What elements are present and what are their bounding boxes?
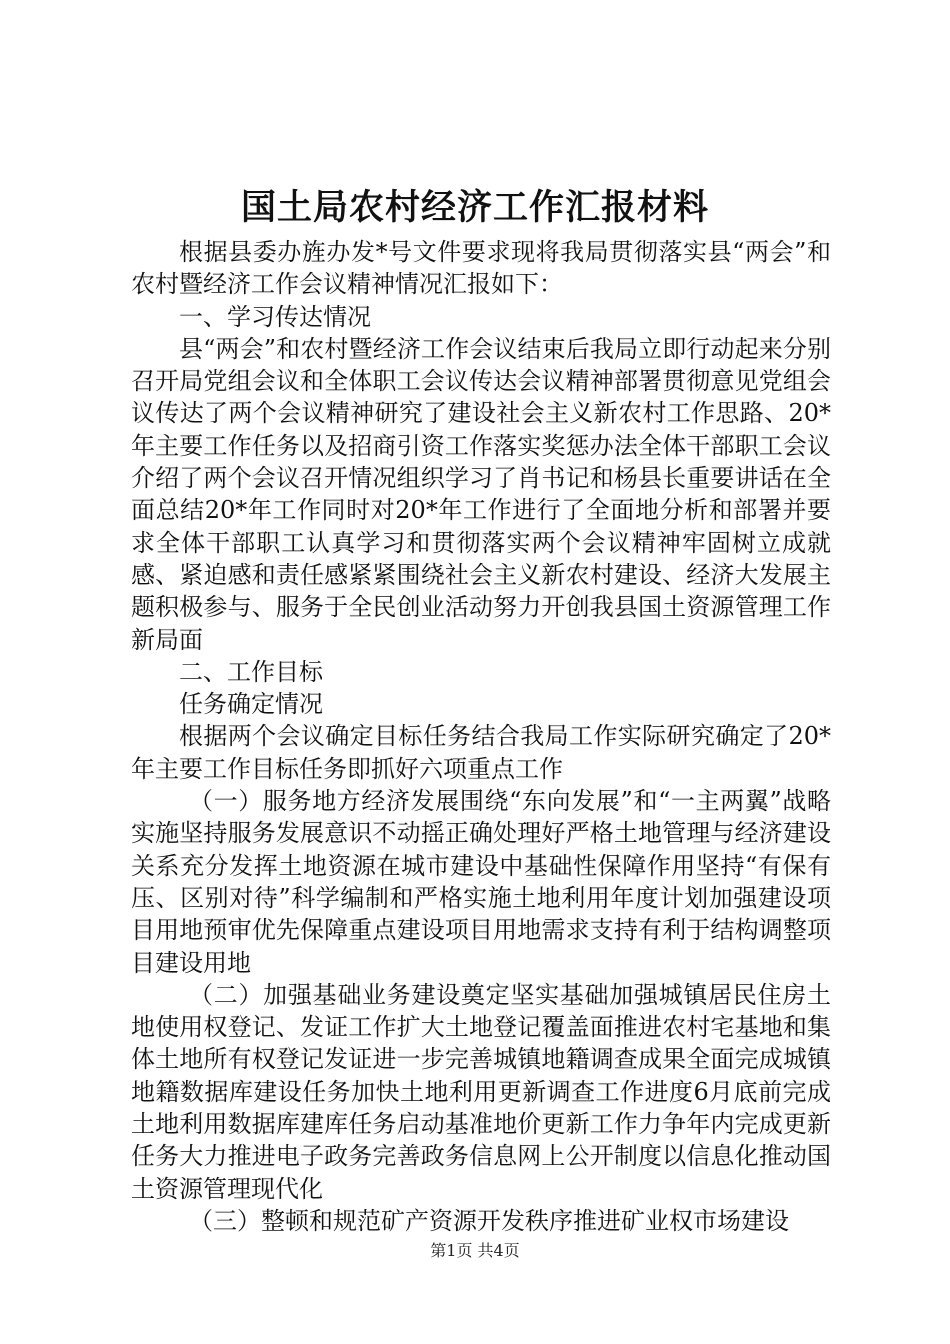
paragraph-study: 县“两会”和农村暨经济工作会议结束后我局立即行动起来分别召开局党组会议和全体职工会议传达会议精神部署贯彻意见党组会议传达了两个会议精神研究了建设社会主义新农村工作思路、20*年主要工作任务以及招商引资工作落实奖惩办法全体干部职工会议介绍了两个会议召开情况组织学习了肖书记和杨县长重要讲话在全面总结20*年工作同时对20*年工作进行了全面地分析和部署并要求全体干部职工认真学习和贯彻落实两个会议精神牢固树立成就感、紧迫感和责任感紧紧围绕社会主义新农村建设、经济大发展主题积极参与、服务于全民创业活动努力开创我县国土资源管理工作新局面: [131, 334, 831, 654]
document-title: 国土局农村经济工作汇报材料: [240, 187, 709, 228]
paragraph-item-3: （三）整顿和规范矿产资源开发秩序推进矿业权市场建设: [189, 1206, 789, 1235]
section-heading-study: 一、学习传达情况: [179, 302, 371, 331]
subheading-tasks: 任务确定情况: [179, 690, 323, 719]
document-body: [131, 236, 831, 1237]
page-number: 第1页 共4页: [430, 1241, 520, 1260]
paragraph-tasks: 根据两个会议确定目标任务结合我局工作实际研究确定了20*年主要工作目标任务即抓好六项重点工作: [131, 722, 831, 783]
paragraph-item-2: （二）加强基础业务建设奠定坚实基础加强城镇居民住房土地使用权登记、发证工作扩大土地登记覆盖面推进农村宅基地和集体土地所有权登记发证进一步完善城镇地籍调查成果全面完成城镇地籍数据库建设任务加快土地利用更新调查工作进度6月底前完成土地利用数据库建库任务启动基准地价更新工作力争年内完成更新任务大力推进电子政务完善政务信息网上公开制度以信息化推动国土资源管理现代化: [131, 980, 831, 1203]
section-heading-goals: 二、工作目标: [179, 657, 323, 686]
paragraph-intro: 根据县委办旌办发*号文件要求现将我局贯彻落实县“两会”和农村暨经济工作会议精神情况汇报如下：: [131, 238, 831, 299]
paragraph-item-1: （一）服务地方经济发展围绕“东向发展”和“一主两翼”战略实施坚持服务发展意识不动摇正确处理好严格土地管理与经济建设关系充分发挥土地资源在城市建设中基础性保障作用坚持“有保有压、区别对待”科学编制和严格实施土地利用年度计划加强建设项目用地预审优先保障重点建设项目用地需求支持有利于结构调整项目建设用地: [131, 787, 831, 977]
